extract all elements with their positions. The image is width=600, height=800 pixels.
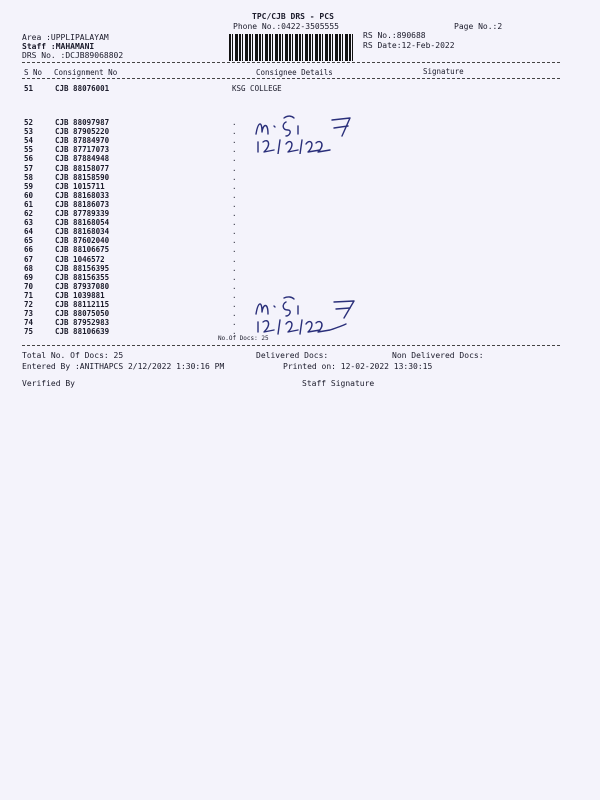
table-row	[0, 236, 600, 245]
handwritten-signature-top	[250, 112, 370, 154]
row-consignment: CJB 88075050	[55, 309, 110, 319]
row-consignment: CJB 88156395	[55, 263, 110, 273]
row-sno: 52	[24, 118, 34, 127]
row-consignment: CJB 88168054	[55, 218, 110, 228]
row-consignment: CJB 87937080	[55, 281, 110, 291]
row-sno: 60	[24, 190, 34, 200]
row-sno: 72	[24, 300, 34, 309]
row-consignment: CJB 88168033	[55, 190, 110, 200]
row-sno: 55	[24, 145, 34, 155]
first-row-consignment: CJB 88076001	[55, 84, 110, 93]
row-sno: 58	[24, 172, 34, 182]
row-marker: .	[232, 290, 237, 300]
table-row	[0, 255, 600, 264]
printed-on: Printed on: 12-02-2022 13:30:15	[283, 362, 433, 371]
row-sno: 69	[24, 272, 34, 282]
table-row	[0, 164, 600, 173]
row-consignment: CJB 1015711	[55, 181, 105, 191]
table-row	[0, 218, 600, 227]
row-consignment: CJB 88158590	[55, 172, 110, 182]
first-row-consignee: KSG COLLEGE	[232, 84, 282, 93]
row-consignment: CJB 87717073	[55, 145, 110, 155]
row-sno: 57	[24, 163, 34, 173]
column-header-consignment: Consignment No	[54, 68, 118, 77]
area-label: Area :UPPLIPALAYAM	[22, 33, 109, 42]
delivered-docs: Delivered Docs:	[256, 351, 329, 360]
table-row	[0, 200, 600, 209]
row-consignment: CJB 87884970	[55, 136, 110, 146]
staff-label: Staff :MAHAMANI	[22, 42, 95, 51]
row-marker: .	[232, 272, 237, 282]
row-consignment: CJB 88106639	[55, 327, 110, 337]
table-row	[0, 209, 600, 218]
table-row	[0, 245, 600, 254]
row-marker: .	[232, 190, 237, 200]
table-row	[0, 154, 600, 163]
first-row-sno: 51	[24, 84, 34, 93]
row-sno: 56	[24, 154, 34, 164]
row-consignment: CJB 88156355	[55, 272, 110, 282]
row-sno: 64	[24, 227, 34, 237]
row-sno: 62	[24, 209, 34, 218]
table-row	[0, 264, 600, 273]
row-sno: 74	[24, 318, 34, 328]
rs-number: RS No.:890688	[363, 31, 426, 40]
row-marker: .	[232, 127, 237, 137]
drs-number: DRS No. :DCJB89068802	[22, 51, 124, 60]
table-row	[0, 173, 600, 182]
divider-columns	[22, 78, 560, 79]
row-marker: .	[232, 245, 237, 255]
staff-signature-label: Staff Signature	[302, 379, 375, 388]
row-marker: .	[232, 209, 237, 218]
row-sno: 65	[24, 236, 34, 246]
document-title: TPC/CJB DRS - PCS	[252, 12, 334, 21]
row-marker: .	[232, 309, 237, 319]
handwritten-signature-bottom	[250, 296, 370, 336]
row-marker: .	[232, 136, 237, 146]
row-consignment: CJB 87602040	[55, 236, 110, 246]
row-consignment: CJB 87884948	[55, 154, 110, 164]
row-sno: 68	[24, 263, 34, 273]
column-header-consignee: Consignee Details	[256, 68, 333, 77]
row-sno: 59	[24, 181, 34, 191]
row-consignment: CJB 88168034	[55, 227, 110, 237]
row-sno: 73	[24, 309, 34, 319]
row-consignment: CJB 88158077	[55, 163, 110, 173]
row-marker: .	[232, 199, 237, 209]
table-row	[0, 273, 600, 282]
row-consignment: CJB 87789339	[55, 209, 110, 218]
row-sno: 54	[24, 136, 34, 146]
row-marker: .	[232, 172, 237, 182]
row-sno: 66	[24, 245, 34, 255]
row-marker: .	[232, 154, 237, 164]
row-marker: .	[232, 236, 237, 246]
row-marker: .	[232, 254, 237, 264]
row-consignment: CJB 88106675	[55, 245, 110, 255]
row-consignment: CJB 88097987	[55, 118, 110, 127]
row-consignment: CJB 87905220	[55, 127, 110, 137]
row-marker: .	[232, 118, 237, 127]
row-marker: .	[232, 318, 237, 328]
phone-number: Phone No.:0422-3505555	[233, 22, 339, 31]
table-row	[0, 191, 600, 200]
total-docs: Total No. Of Docs: 25	[22, 351, 124, 360]
verified-by-label: Verified By	[22, 379, 75, 388]
rs-date: RS Date:12-Feb-2022	[363, 41, 455, 50]
row-sno: 53	[24, 127, 34, 137]
row-marker: .	[232, 145, 237, 155]
divider-top	[22, 62, 560, 63]
page-number: Page No.:2	[454, 22, 503, 31]
divider-footer	[22, 345, 560, 346]
row-marker: .	[232, 227, 237, 237]
row-consignment: CJB 1046572	[55, 254, 105, 264]
row-marker: .	[232, 163, 237, 173]
row-marker: .	[232, 300, 237, 309]
entered-by: Entered By :ANITHAPCS 2/12/2022 1:30:16 PM	[22, 362, 225, 371]
table-row	[0, 282, 600, 291]
row-marker: .	[232, 181, 237, 191]
column-header-sno: S No	[24, 68, 43, 77]
barcode-image	[229, 34, 355, 61]
row-consignment: CJB 87952983	[55, 318, 110, 328]
row-sno: 61	[24, 199, 34, 209]
row-sno: 71	[24, 290, 34, 300]
row-consignment: CJB 88112115	[55, 300, 110, 309]
table-row	[0, 227, 600, 236]
row-sno: 75	[24, 327, 34, 337]
row-marker: .	[232, 327, 237, 337]
column-header-signature: Signature	[423, 67, 464, 76]
row-consignment: CJB 88186073	[55, 199, 110, 209]
row-sno: 70	[24, 281, 34, 291]
row-sno: 67	[24, 254, 34, 264]
row-marker: .	[232, 218, 237, 228]
non-delivered-docs: Non Delivered Docs:	[392, 351, 484, 360]
table-row	[0, 182, 600, 191]
row-sno: 63	[24, 218, 34, 228]
row-marker: .	[232, 263, 237, 273]
docs-count-label: No.Of Docs: 25	[218, 335, 269, 342]
row-marker: .	[232, 281, 237, 291]
row-consignment: CJB 1039881	[55, 290, 105, 300]
